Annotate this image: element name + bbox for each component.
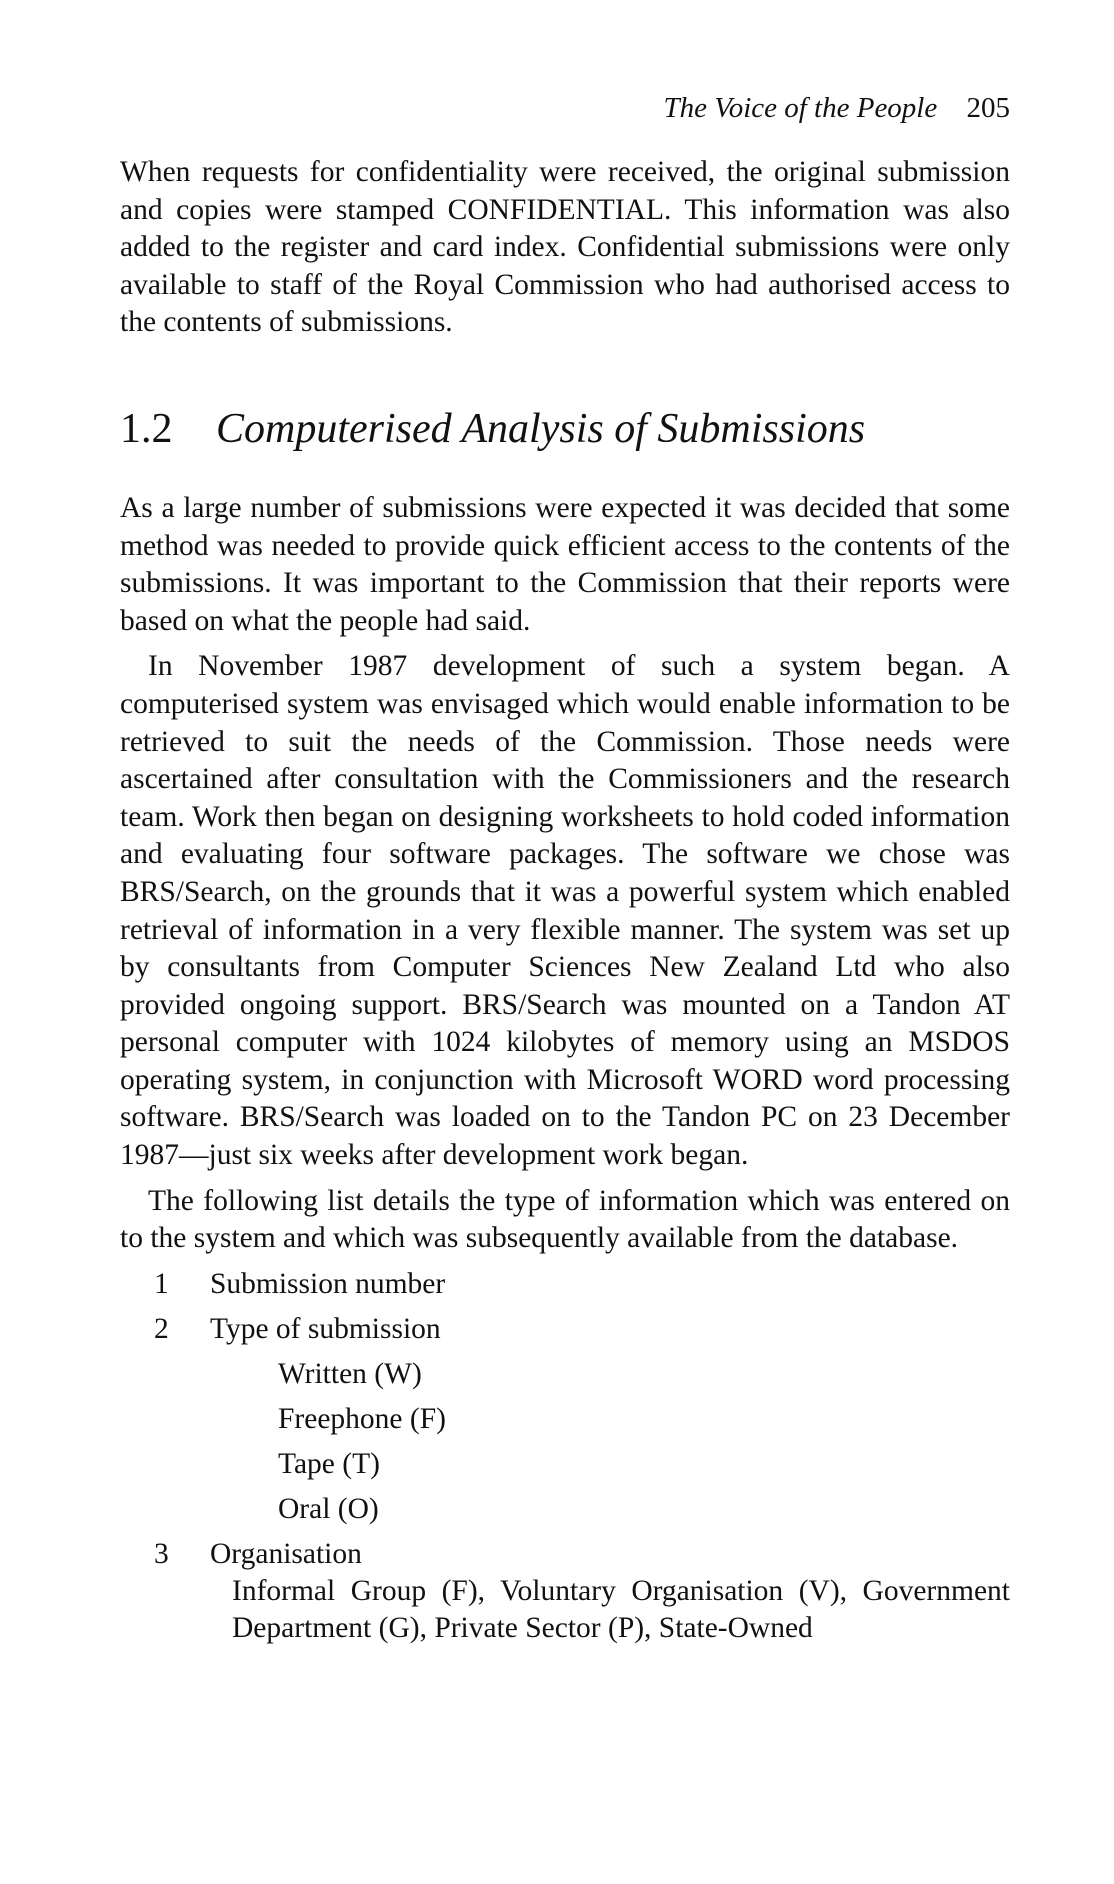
sub-list-item: Oral (O) bbox=[278, 1492, 379, 1525]
sub-list-item: Written (W) bbox=[278, 1357, 422, 1390]
info-list bbox=[120, 1262, 1010, 1648]
book-page bbox=[120, 88, 1010, 1648]
list-item-number: 1 bbox=[154, 1267, 169, 1300]
sub-list-item: Tape (T) bbox=[278, 1447, 380, 1480]
paragraph-list-intro: The following list details the type of information which was entered on to the system and which was subsequently available from the database. bbox=[120, 1184, 1010, 1255]
page-number: 205 bbox=[966, 92, 1010, 124]
paragraph-intro: As a large number of submissions were expected it was decided that some method was needed to provide quick efficient access to the contents of the submissions. It was important to the Commission that their reports were based on what the people had said. bbox=[120, 491, 1010, 637]
list-item bbox=[120, 1532, 1010, 1577]
list-item bbox=[120, 1262, 1010, 1307]
paragraph-confidentiality: When requests for confidentiality were received, the original submission and copies were stamped CONFIDENTIAL. This information was also added to the register and card index. Confidential submissions were only available to staff of the Royal Commission who had authorised access to the contents of submissions. bbox=[120, 156, 1010, 339]
sub-list-item: Freephone (F) bbox=[278, 1402, 446, 1435]
submission-type-list bbox=[120, 1352, 1010, 1532]
list-item-label: Type of submission bbox=[210, 1312, 441, 1345]
list-item-number: 2 bbox=[154, 1312, 169, 1345]
list-item-number: 3 bbox=[154, 1537, 169, 1570]
running-head bbox=[120, 88, 1010, 128]
list-item bbox=[120, 1307, 1010, 1352]
section-number: 1.2 bbox=[120, 405, 173, 452]
organisation-detail: Informal Group (F), Voluntary Organisation (V), Government Department (G), Private Sector (P), State-Owned bbox=[232, 1574, 1010, 1645]
section-title: Computerised Analysis of Submissions bbox=[216, 405, 866, 452]
running-head-title: The Voice of the People bbox=[663, 92, 938, 124]
list-item-label: Organisation bbox=[210, 1537, 362, 1570]
paragraph-development: In November 1987 development of such a system began. A computerised system was envisaged which would enable information to be retrieved to suit the needs of the Commission. Those needs were ascertained after consultation with the Commissioners and the research team. Work then began on designing worksheets to hold coded information and evaluating four software packages. The software we chose was BRS/Search, on the grounds that it was a powerful system which enabled retrieval of information in a very flexible manner. The system was set up by consultants from Computer Sciences New Zealand Ltd who also provided ongoing support. BRS/Search was mounted on a Tandon AT personal computer with 1024 kilobytes of memory using an MSDOS operating system, in conjunction with Microsoft WORD word processing software. BRS/Search was loaded on to the Tandon PC on 23 December 1987—just six weeks after development work began. bbox=[120, 650, 1010, 1172]
list-item-label: Submission number bbox=[210, 1267, 446, 1300]
section-heading bbox=[120, 402, 1010, 456]
